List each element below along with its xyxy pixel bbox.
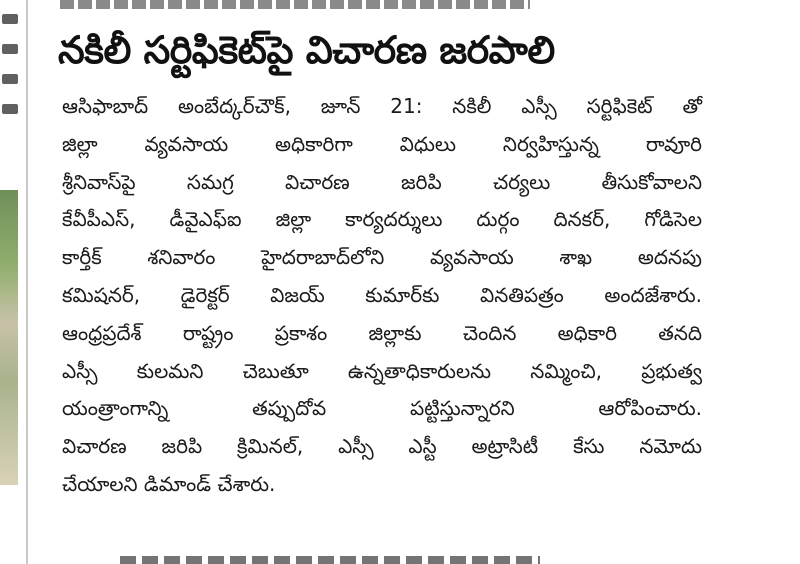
- adjacent-text-fragment: [2, 74, 18, 84]
- article-body-line: యంత్రాంగాన్ని తప్పుదోవ పట్టిస్తున్నారని ఆరోపించారు.: [62, 396, 702, 421]
- article-body-line: కార్తీక్ శనివారం హైదరాబాద్‌లోని వ్యవసాయ శాఖ అదనపు: [62, 245, 702, 270]
- article-headline: నకిలీ సర్టిఫికెట్‌పై విచారణ జరపాలి: [58, 28, 555, 72]
- article-body-line: కేవీపీఎస్, డీవైఎఫ్ఐ జిల్లా కార్యదర్శులు దుర్గం దినకర్, గోడిసెల: [62, 207, 702, 232]
- previous-article-fragment: [60, 0, 530, 9]
- adjacent-text-fragment: [2, 44, 18, 54]
- article-body-line: జిల్లా వ్యవసాయ అధికారిగా విధులు నిర్వహిస్తున్న రావూరి: [62, 131, 702, 156]
- article-body: [62, 88, 702, 504]
- next-article-fragment: [120, 556, 540, 564]
- adjacent-photo: [0, 190, 18, 485]
- column-divider: [26, 0, 28, 564]
- article-body-line: ఎస్సీ కులమని చెబుతూ ఉన్నతాధికారులను నమ్మించి, ప్రభుత్వ: [62, 358, 702, 383]
- article-body-line: కమిషనర్, డైరెక్టర్ విజయ్ కుమార్‌కు వినతిపత్రం అందజేశారు.: [62, 282, 702, 307]
- article-body-line: ఆసిఫాబాద్ అంబేద్కర్‌చౌక్, జూన్ 21: నకిలీ ఎస్సీ సర్టిఫికెట్ తో: [62, 94, 702, 118]
- article-body-line: చేయాలని డిమాండ్ చేశారు.: [62, 471, 276, 496]
- adjacent-text-fragment: [2, 14, 18, 24]
- article-body-line: శ్రీనివాస్‌పై సమగ్ర విచారణ జరిపి చర్యలు తీసుకోవాలని: [62, 169, 702, 194]
- article-body-line: ఆంధ్రప్రదేశ్ రాష్ట్రం ప్రకాశం జిల్లాకు చెందిన అధికారి తనది: [62, 320, 702, 345]
- article-body-line: విచారణ జరిపి క్రిమినల్, ఎస్సీ ఎస్టీ అట్రాసిటీ కేసు నమోదు: [62, 434, 702, 459]
- adjacent-text-fragment: [2, 104, 18, 114]
